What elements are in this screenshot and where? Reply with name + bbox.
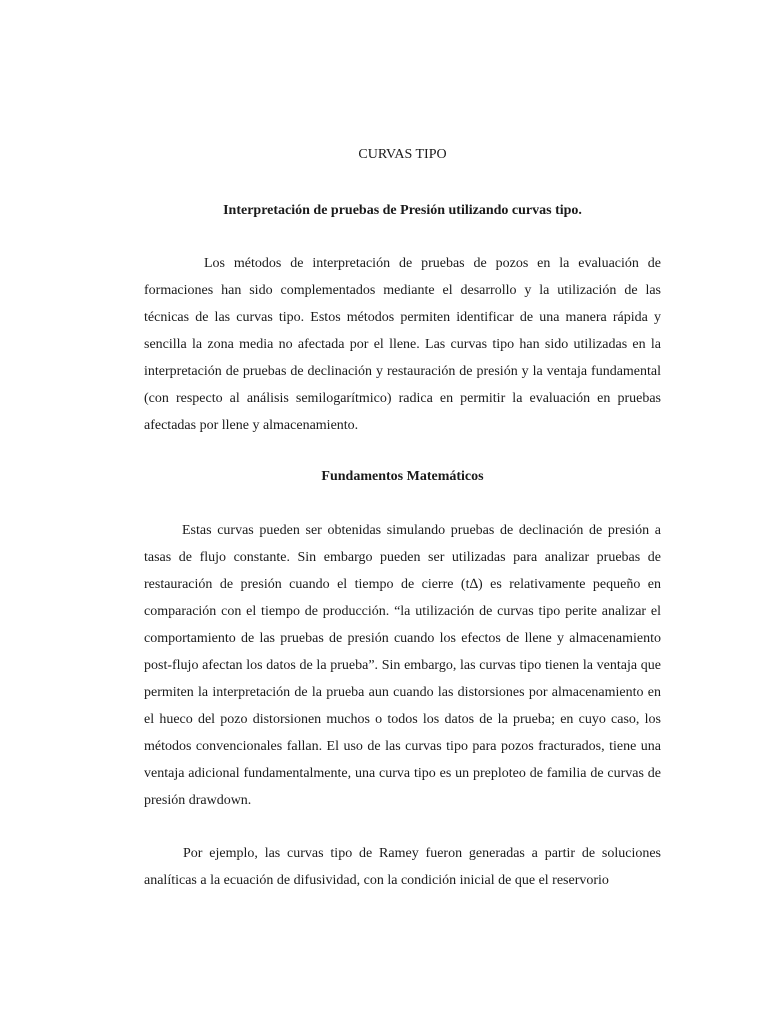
document-body: [144, 145, 661, 888]
document-title: CURVAS TIPO: [358, 147, 447, 162]
section-heading: Fundamentos Matemáticos: [321, 469, 484, 484]
paragraph-ejemplo: Por ejemplo, las curvas tipo de Ramey fueron generadas a partir de soluciones analíticas a la ecuación de difusividad, con la condición inicial de que el reservorio: [144, 846, 661, 888]
paragraph-intro: Los métodos de interpretación de pruebas de pozos en la evaluación de formaciones han sido complementados mediante el desarrollo y la utilización de las técnicas de las curvas tipo. Estos métodos permiten identificar de una manera rápida y sencilla la zona media no afectada por el llene. Las curvas tipo han sido utilizadas en la interpretación de pruebas de declinación y restauración de presión y la ventaja fundamental (con respecto al análisis semilogarítmico) radica en permitir la evaluación en pruebas afectadas por llene y almacenamiento.: [144, 256, 661, 433]
document-subtitle: Interpretación de pruebas de Presión utilizando curvas tipo.: [223, 203, 582, 218]
paragraph-fundamentos: Estas curvas pueden ser obtenidas simulando pruebas de declinación de presión a tasas de flujo constante. Sin embargo pueden ser utilizadas para analizar pruebas de restauración de presión cuando el tiempo de cierre (t∆) es relativamente pequeño en comparación con el tiempo de producción. “la utilización de curvas tipo perite analizar el comportamiento de las pruebas de presión cuando los efectos de llene y almacenamiento post-flujo afectan los datos de la prueba”. Sin embargo, las curvas tipo tienen la ventaja que permiten la interpretación de la prueba aun cuando las distorsiones por almacenamiento en el hueco del pozo distorsionen muchos o todos los datos de la prueba; en cuyo caso, los métodos convencionales fallan. El uso de las curvas tipo para pozos fracturados, tiene una ventaja adicional fundamentalmente, una curva tipo es un preploteo de familia de curvas de presión drawdown.: [144, 523, 661, 808]
